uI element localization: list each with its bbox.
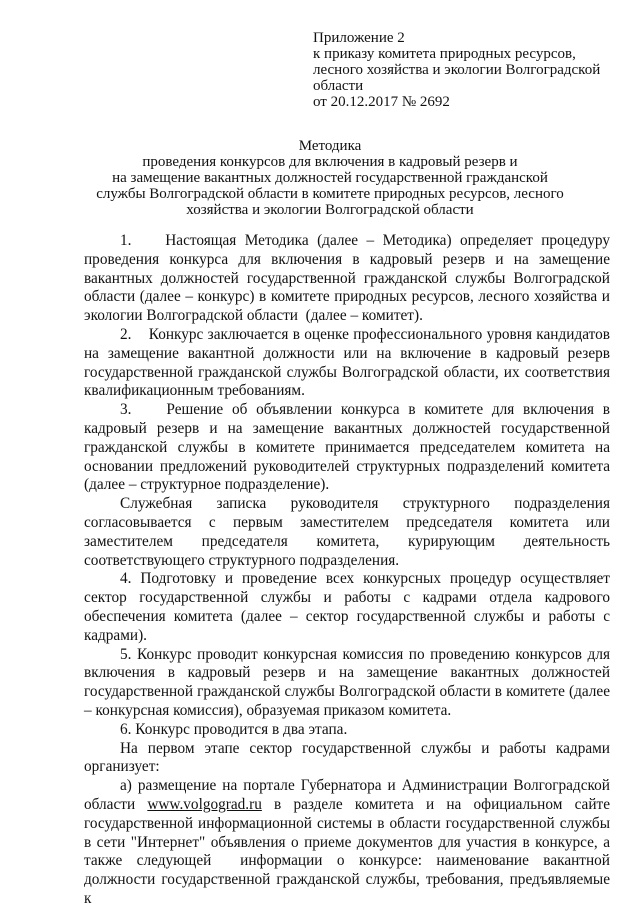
item-a-text-after: в разделе комитета и на официальном сайте государственной информационной системы в области государственной службы в сети "Интернет" объявления о приеме документов для участия в конкурсе, а также следующей информации о конкурсе: наименование вакантной должности государственной гражданской службы, требования, предъявляемые к [84,795,610,907]
appendix-header [313,30,613,110]
paragraph-2: 2. Конкурс заключается в оценке профессионального уровня кандидатов на замещение вакантной должности или на включение в кадровый резерв государственной гражданской службы Волгоградской области, их соответствия квалификационным требованиям. [84,325,610,400]
paragraph-4: 4. Подготовку и проведение всех конкурсных процедур осуществляет сектор государственной службы и работы с кадрами отдела кадрового обеспечения комитета (далее – сектор государственной службы и работы с кадрами). [84,570,610,644]
appendix-line: области [313,78,364,94]
document-body [84,232,610,909]
paragraph-item-a [84,777,610,909]
appendix-line: Приложение 2 [313,30,405,46]
appendix-line: к приказу комитета природных ресурсов, [313,46,576,62]
portal-link[interactable]: www.volgograd.ru [147,795,262,813]
paragraph-5: 5. Конкурс проводит конкурсная комиссия по проведению конкурсов для включения в кадровый резерв и на замещение вакантных должностей государственной гражданской службы Волгоградской области в комитете (далее – конкурсная комиссия), образуемая приказом комитета. [84,645,610,719]
title-line: службы Волгоградской области в комитете природных ресурсов, лесного [96,186,564,202]
title-line: проведения конкурсов для включения в кадровый резерв и [142,154,518,170]
paragraph-memo: Служебная записка руководителя структурного подразделения согласовывается с первым заместителем председателя комитета или заместителем председателя комитета, курирующим деятельность соответствующего структурного подразделения. [84,495,610,569]
paragraph-6: 6. Конкурс проводится в два этапа. [120,720,348,738]
item-a-text-before: а) размещение на портале Губернатора и Администрации Волгоградской области [84,777,610,813]
title-heading: Методика [298,138,362,154]
appendix-date-line: от 20.12.2017 № 2692 [313,94,450,110]
paragraph-3: 3. Решение об объявлении конкурса в комитете для включения в кадровый резерв и на замещение вакантных должностей государственной гражданской службы в комитете принимается председателем комитета на основании предложений руководителей структурных подразделений комитета (далее – структурное подразделение). [84,401,610,494]
title-line: на замещение вакантных должностей государственной гражданской [112,170,548,186]
title-line: хозяйства и экологии Волгоградской области [186,202,474,218]
appendix-line: лесного хозяйства и экологии Волгоградской [313,62,601,78]
document-title [60,138,600,218]
paragraph-1: 1. Настоящая Методика (далее – Методика) определяет процедуру проведения конкурса для включения в кадровый резерв и на замещение вакантных должностей государственной гражданской службы Волгоградской области (далее – конкурс) в комитете природных ресурсов, лесного хозяйства и экологии Волгоградской области (далее – комитет). [84,232,610,325]
paragraph-first-stage: На первом этапе сектор государственной службы и работы кадрами организует: [84,739,610,776]
